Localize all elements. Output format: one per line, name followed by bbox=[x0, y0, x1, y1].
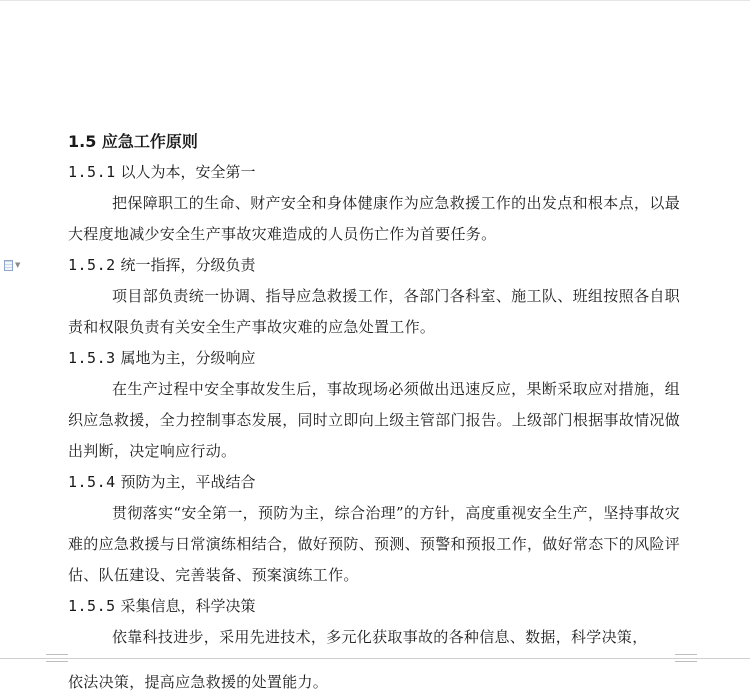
paragraph-options-button[interactable] bbox=[4, 258, 30, 272]
subsection-number: 1.5.3 bbox=[68, 349, 116, 367]
page-corner-mark-left bbox=[46, 654, 68, 662]
subsection-heading bbox=[68, 250, 680, 281]
subsection-heading bbox=[68, 343, 680, 374]
subsection-title: 统一指挥，分级负责 bbox=[120, 256, 256, 274]
subsection-heading bbox=[68, 591, 680, 622]
subsection-number: 1.5.5 bbox=[68, 597, 116, 615]
chevron-down-icon: ▼ bbox=[15, 260, 21, 269]
next-page-text: 依法决策，提高应急救援的处置能力。 bbox=[68, 673, 329, 691]
page-break-line bbox=[0, 658, 750, 659]
subsection-title: 属地为主，分级响应 bbox=[120, 349, 256, 367]
paragraph: 依靠科技进步，采用先进技术，多元化获取事故的各种信息、数据，科学决策， bbox=[112, 628, 648, 646]
subsection-title: 以人为本，安全第一 bbox=[120, 163, 256, 181]
page-body bbox=[68, 126, 680, 653]
subsection-number: 1.5.4 bbox=[68, 473, 116, 491]
subsection-heading bbox=[68, 467, 680, 498]
paragraph: 贯彻落实“安全第一，预防为主，综合治理”的方针，高度重视安全生产，坚持事故灾难的应急救援与日常演练相结合，做好预防、预测、预警和预报工作，做好常态下的风险评估、队伍建设、完善装备、预案演练工作。 bbox=[68, 504, 681, 584]
page-corner-mark-right bbox=[675, 654, 697, 662]
subsection-number: 1.5.1 bbox=[68, 163, 116, 181]
paragraph: 在生产过程中安全事故发生后，事故现场必须做出迅速反应，果断采取应对措施，组织应急救援，全力控制事态发展，同时立即向上级主管部门报告。上级部门根据事故情况做出判断，决定响应行动。 bbox=[68, 380, 681, 460]
subsection-number: 1.5.2 bbox=[68, 256, 116, 274]
subsection-title: 预防为主，平战结合 bbox=[120, 473, 256, 491]
section-heading: 1.5 应急工作原则 bbox=[68, 132, 198, 151]
subsection-heading bbox=[68, 157, 680, 188]
document-icon bbox=[4, 260, 13, 271]
subsection-title: 采集信息，科学决策 bbox=[120, 597, 256, 615]
top-edge-rule bbox=[0, 0, 750, 1]
paragraph: 把保障职工的生命、财产安全和身体健康作为应急救援工作的出发点和根本点，以最大程度地减少安全生产事故灾难造成的人员伤亡作为首要任务。 bbox=[68, 194, 680, 243]
paragraph: 项目部负责统一协调、指导应急救援工作，各部门各科室、施工队、班组按照各自职责和权限负责有关安全生产事故灾难的应急处置工作。 bbox=[68, 287, 680, 336]
